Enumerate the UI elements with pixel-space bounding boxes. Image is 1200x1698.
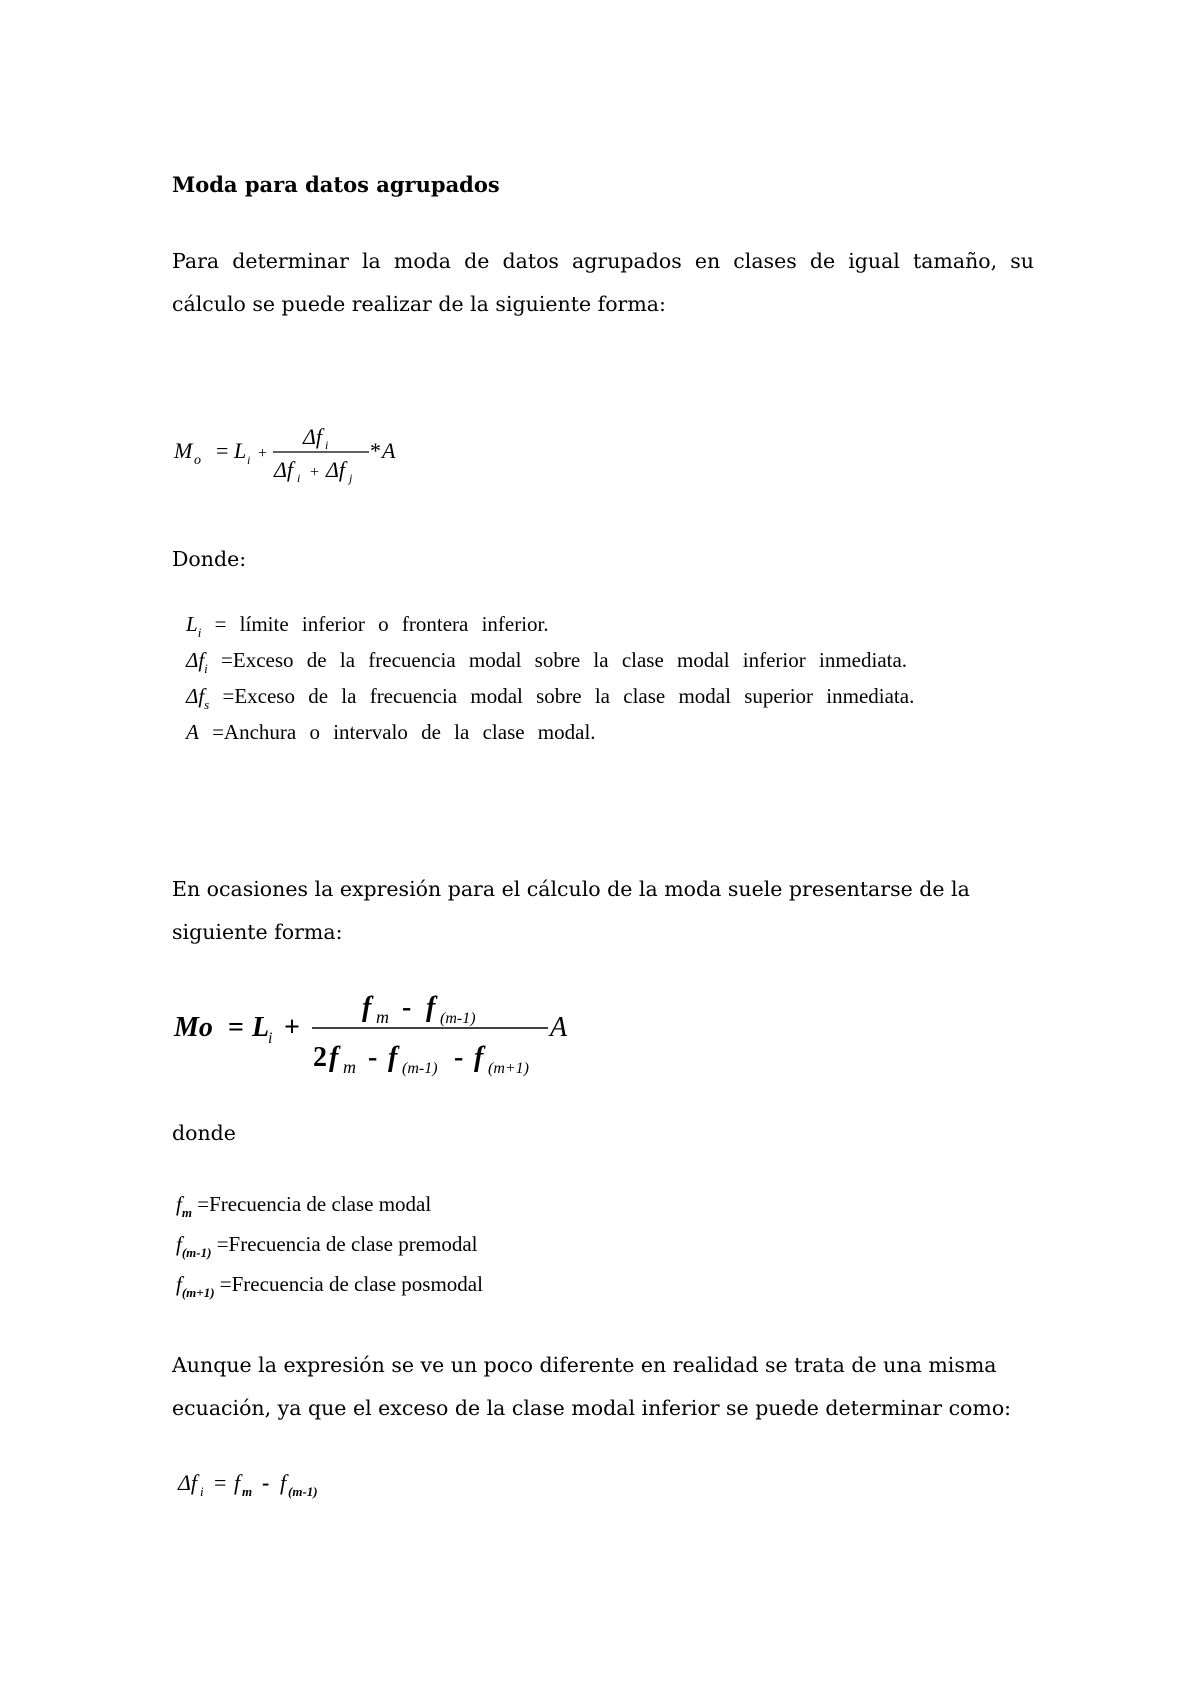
def-symbol: f: [176, 1192, 182, 1216]
f2-den-f-sub: m: [343, 1057, 356, 1077]
f2-den-h-sub: (m+1): [488, 1060, 530, 1077]
f3-lhs-sub: i: [200, 1484, 204, 1499]
def-text: Frecuencia de clase modal: [209, 1192, 432, 1216]
def-symbol-sub: i: [197, 625, 202, 640]
def-eq: =: [216, 1232, 229, 1256]
def-symbol: f: [176, 1232, 182, 1256]
def-text: Frecuencia de clase posmodal: [231, 1272, 483, 1296]
f2-lhs: Mo: [174, 1012, 213, 1043]
excess-formula: [176, 1460, 396, 1510]
f3-minus: -: [262, 1470, 270, 1495]
def-symbol-sub: m: [181, 1205, 192, 1220]
def-list-2-item: [176, 1232, 478, 1261]
f1-L: L: [234, 438, 247, 463]
def-list-2-item: [176, 1192, 431, 1221]
f2-L-sub: i: [268, 1030, 273, 1047]
f3-g: f: [280, 1470, 287, 1495]
def-eq: =: [197, 1192, 210, 1216]
f2-minus: -: [402, 992, 412, 1023]
def-symbol: A: [186, 720, 199, 744]
f2-den-f: f: [329, 1042, 339, 1073]
f2-plus: +: [284, 1012, 300, 1043]
def-list-1-item: [186, 648, 907, 677]
f2-den-two: 2: [313, 1042, 327, 1073]
f2-den-minus2: -: [454, 1042, 464, 1073]
def-symbol: f: [176, 1272, 182, 1296]
def-eq: =: [219, 1272, 232, 1296]
f2-den-minus1: -: [368, 1042, 378, 1073]
f2-A: A: [550, 1012, 568, 1043]
f3-f: f: [234, 1470, 241, 1495]
f1-L-sub: i: [247, 453, 251, 467]
f2-den-g: f: [388, 1042, 398, 1073]
def-eq: =: [222, 684, 235, 708]
section-heading: Moda para datos agrupados: [172, 172, 500, 197]
def-symbol: Δf: [186, 684, 205, 708]
f2-eq: =: [228, 1012, 244, 1043]
f2-num-g: f: [426, 992, 436, 1023]
def-symbol: L: [186, 612, 198, 636]
def-symbol: Δf: [186, 648, 205, 672]
def-text: Exceso de la frecuencia modal sobre la clase modal inferior inmediata.: [232, 648, 908, 672]
f3-f-sub: m: [242, 1484, 253, 1499]
donde-label-2: donde: [172, 1121, 236, 1145]
f2-den-h: f: [474, 1042, 484, 1073]
def-text: Frecuencia de clase premodal: [228, 1232, 478, 1256]
def-list-1-item: [186, 720, 596, 745]
f1-eq: =: [216, 438, 229, 463]
f1-lhs: M: [174, 438, 193, 463]
def-text: Exceso de la frecuencia modal sobre la clase modal superior inmediata.: [234, 684, 915, 708]
def-list-1-item: [186, 684, 914, 713]
donde-label-1: Donde:: [172, 547, 247, 571]
def-text: Anchura o intervalo de la clase modal.: [223, 720, 596, 744]
def-symbol-sub: (m+1): [181, 1285, 215, 1300]
f1-den-a-sub: i: [297, 471, 301, 485]
def-symbol-sub: i: [204, 661, 208, 676]
f1-den-b: Δf: [326, 457, 346, 482]
f2-num-f-sub: m: [376, 1007, 389, 1027]
def-text: límite inferior o frontera inferior.: [239, 612, 549, 636]
f2-num-g-sub: (m-1): [440, 1010, 476, 1027]
f2-num-f: f: [362, 992, 372, 1023]
def-eq: =: [221, 648, 233, 672]
f1-A: A: [382, 438, 396, 463]
second-paragraph: En ocasiones la expresión para el cálculo de la moda suele presentarse de la siguiente forma:: [172, 877, 970, 944]
f3-g-sub: (m-1): [288, 1484, 318, 1499]
f1-den-b-sub: j: [349, 471, 353, 485]
f3-eq: =: [214, 1470, 227, 1495]
mode-formula-1: [172, 420, 432, 500]
def-list-1-item: [186, 612, 549, 641]
mode-formula-2: [172, 990, 592, 1090]
f1-den-plus: +: [310, 464, 320, 481]
f2-L: L: [252, 1012, 270, 1043]
f2-den-g-sub: (m-1): [402, 1060, 438, 1077]
f1-den-a: Δf: [274, 457, 294, 482]
f1-num: Δf: [303, 424, 323, 449]
def-symbol-sub: (m-1): [181, 1245, 212, 1260]
f1-num-sub: i: [325, 438, 329, 452]
def-eq: =: [212, 720, 224, 744]
def-list-2-item: [176, 1272, 483, 1301]
f1-plus: +: [258, 445, 268, 462]
intro-paragraph: Para determinar la moda de datos agrupados en clases de igual tamaño, su cálculo se puede realizar de la siguiente forma:: [172, 249, 1034, 316]
third-paragraph: Aunque la expresión se ve un poco diferente en realidad se trata de una misma ecuación, ya que el exceso de la clase modal inferior se puede determinar como:: [172, 1353, 1012, 1420]
f1-lhs-sub: o: [194, 453, 201, 468]
def-symbol-sub: s: [204, 697, 210, 712]
f3-lhs: Δf: [178, 1470, 198, 1495]
f1-times: *: [370, 438, 381, 463]
def-eq: =: [214, 612, 227, 636]
